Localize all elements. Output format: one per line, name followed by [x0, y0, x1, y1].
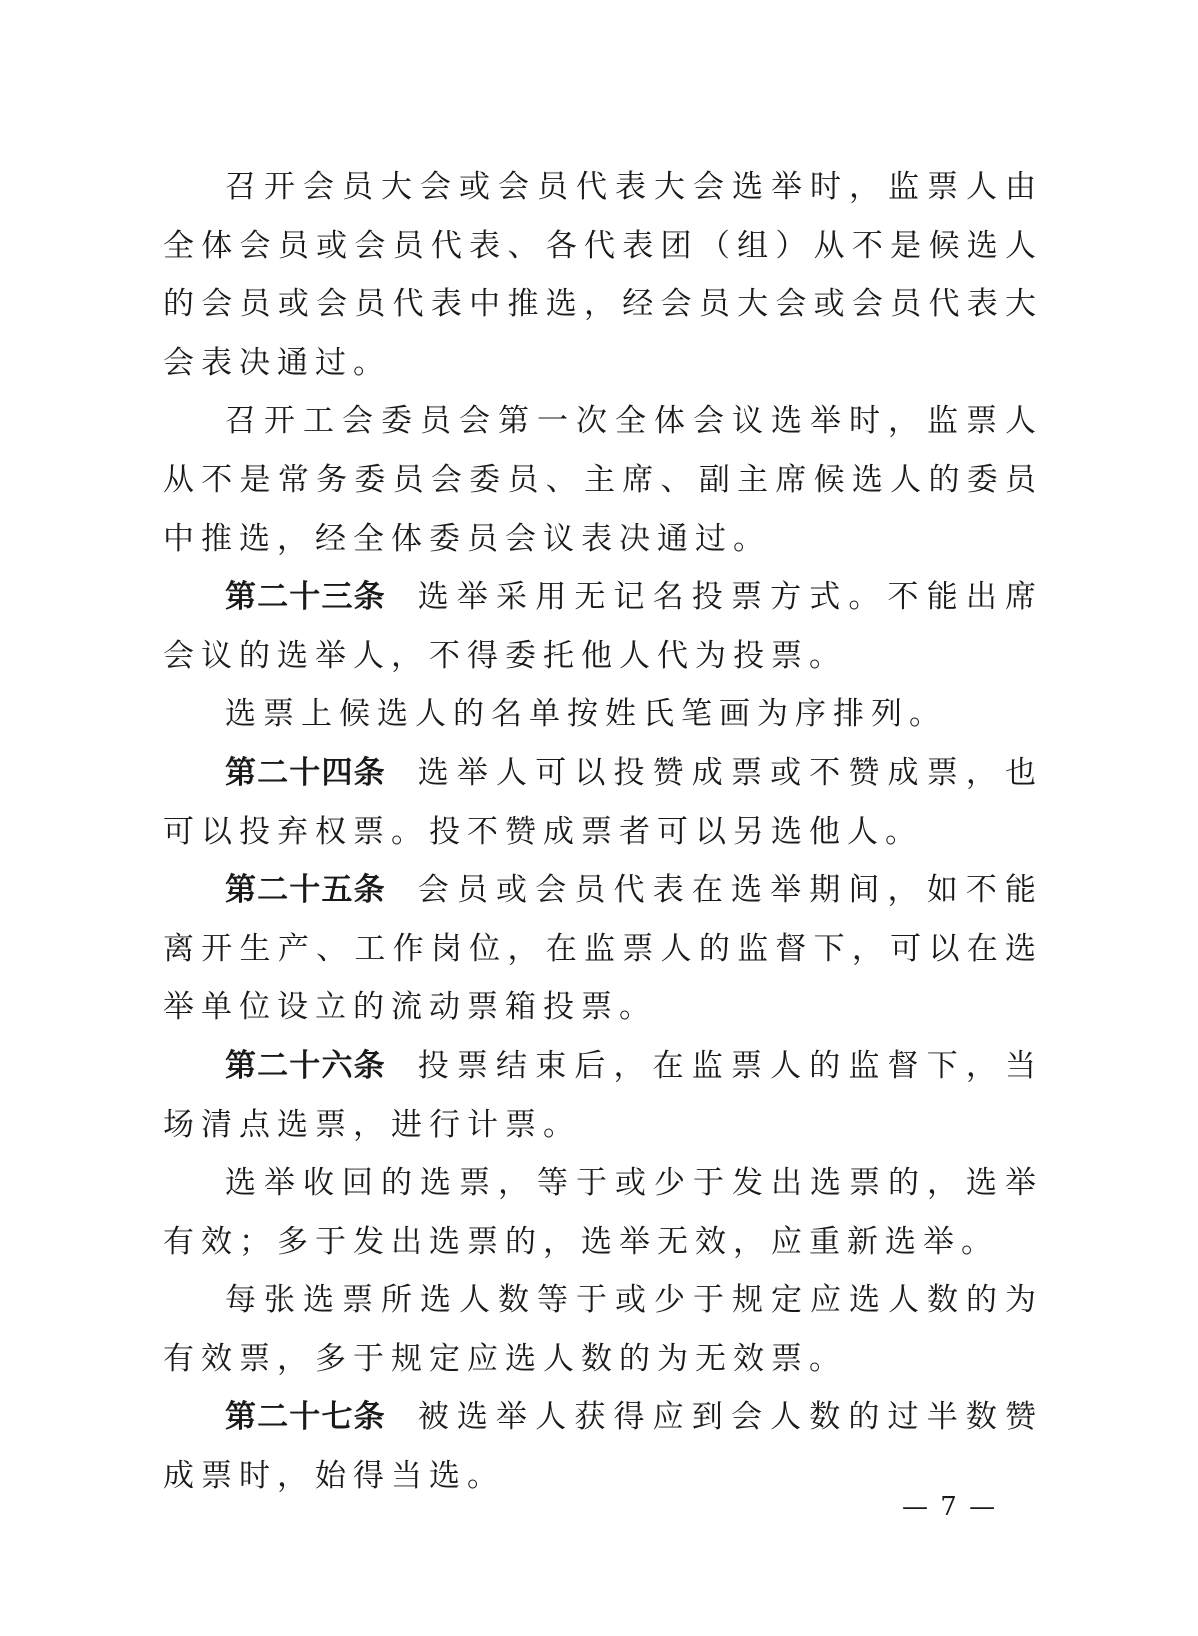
paragraph-text: 每张选票所选人数等于或少于规定应选人数的为有效票，多于规定应选人数的为无效票。 [163, 1282, 1043, 1377]
article-25 [163, 861, 1043, 1037]
paragraph-text: 选举采用无记名投票方式。不能出席会议的选举人，不得委托他人代为投票。 [163, 579, 1043, 674]
paragraph-2 [163, 392, 1043, 568]
paragraph-4 [163, 685, 1043, 744]
article-heading: 第二十五条 [225, 872, 386, 909]
paragraph-text: 选举人可以投赞成票或不赞成票，也可以投弃权票。投不赞成票者可以另选他人。 [163, 754, 1043, 850]
article-heading: 第二十六条 [225, 1047, 386, 1084]
article-27 [163, 1388, 1043, 1505]
paragraph-text: 召开工会委员会第一次全体会议选举时，监票人从不是常务委员会委员、主席、副主席候选人的委员中推选，经全体委员会议表决通过。 [163, 403, 1043, 557]
page-number: — 7 — [902, 1492, 998, 1522]
paragraph-text: 选票上候选人的名单按姓氏笔画为序排列。 [225, 696, 947, 733]
article-26 [163, 1037, 1043, 1154]
paragraph-text: 选举收回的选票，等于或少于发出选票的，选举有效；多于发出选票的，选举无效，应重新选举。 [163, 1165, 1043, 1260]
article-heading: 第二十七条 [225, 1399, 386, 1436]
paragraph-text: 投票结束后，在监票人的监督下，当场清点选票，进行计票。 [163, 1047, 1043, 1143]
paragraph-text: 被选举人获得应到会人数的过半数赞成票时，始得当选。 [163, 1399, 1043, 1495]
article-23 [163, 568, 1043, 685]
paragraph-9 [163, 1271, 1043, 1388]
paragraph-1 [163, 158, 1043, 392]
article-heading: 第二十四条 [225, 754, 386, 791]
paragraph-text: 召开会员大会或会员代表大会选举时，监票人由全体会员或会员代表、各代表团（组）从不是候选人的会员或会员代表中推选，经会员大会或会员代表大会表决通过。 [163, 169, 1043, 381]
paragraph-text: 会员或会员代表在选举期间，如不能离开生产、工作岗位，在监票人的监督下，可以在选举单位设立的流动票箱投票。 [163, 872, 1043, 1026]
article-24 [163, 744, 1043, 861]
article-heading: 第二十三条 [225, 579, 386, 616]
document-body [163, 158, 1043, 1506]
paragraph-8 [163, 1154, 1043, 1271]
